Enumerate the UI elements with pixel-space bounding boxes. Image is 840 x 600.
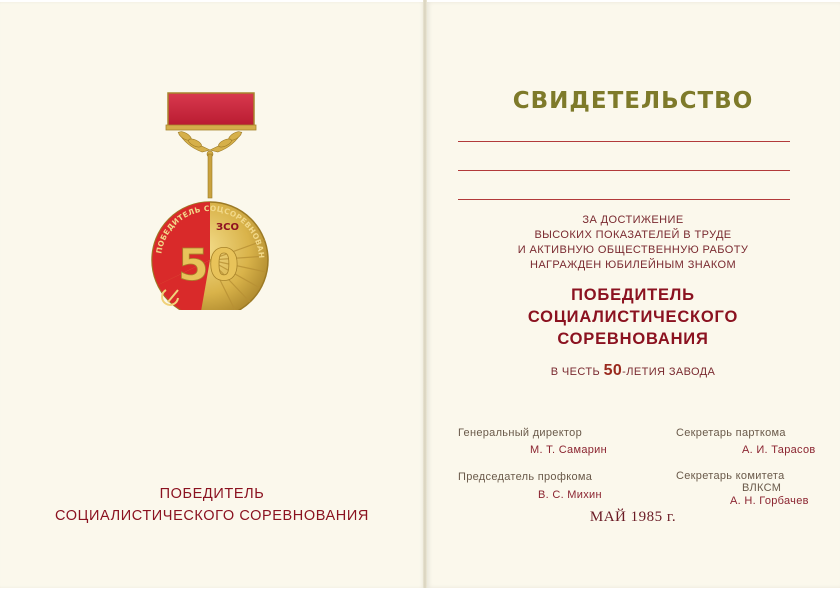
- laurel-wreath: [177, 130, 242, 198]
- party-secretary-name: А. И. Тарасов: [742, 444, 816, 456]
- award-text-line: НАГРАЖДЕН ЮБИЛЕЙНЫМ ЗНАКОМ: [529, 259, 737, 271]
- anniversary-suffix: -ЛЕТИЯ ЗАВОДА: [622, 366, 716, 378]
- award-title-line: СОЦИАЛИСТИЧЕСКОГО: [527, 308, 739, 326]
- recipient-name-line: [458, 199, 790, 200]
- anniversary-prefix: В ЧЕСТЬ: [550, 366, 601, 378]
- bottom-margin: [0, 588, 840, 600]
- award-text-line: ВЫСОКИХ ПОКАЗАТЕЛЕЙ В ТРУДЕ: [534, 229, 732, 241]
- anniversary-line: [426, 362, 840, 380]
- komsomol-secretary-name: А. Н. Горбачев: [730, 495, 809, 507]
- general-director-name: М. Т. Самарин: [530, 444, 607, 456]
- general-director-title: Генеральный директор: [458, 427, 582, 439]
- medal-ring-text: ПОБЕДИТЕЛЬ СОЦСОРЕВНОВАН: [154, 203, 267, 259]
- award-title-line: СОРЕВНОВАНИЯ: [557, 330, 709, 348]
- union-chair-name: В. С. Михин: [538, 489, 602, 501]
- medal-image: [140, 90, 280, 310]
- certificate-title: СВИДЕТЕЛЬСТВО: [512, 88, 754, 114]
- komsomol-secretary-title: Секретарь комитета: [676, 470, 785, 482]
- award-title-line: ПОБЕДИТЕЛЬ: [571, 286, 695, 304]
- union-chair-title: Председатель профкома: [458, 471, 593, 483]
- anniversary-number: 50: [603, 362, 623, 379]
- certificate-date: МАЙ 1985 г.: [589, 509, 677, 525]
- komsomol-secretary-title-line2: ВЛКСМ: [742, 482, 782, 494]
- left-caption-line1: ПОБЕДИТЕЛЬ: [159, 486, 265, 502]
- medal-center-number: 50: [178, 240, 240, 291]
- left-caption-line2: СОЦИАЛИСТИЧЕСКОГО СОРЕВНОВАНИЯ: [55, 508, 369, 524]
- recipient-name-line: [458, 141, 790, 142]
- award-text-line: И АКТИВНУЮ ОБЩЕСТВЕННУЮ РАБОТУ: [517, 244, 749, 256]
- award-text-line: ЗА ДОСТИЖЕНИЕ: [582, 214, 684, 226]
- party-secretary-title: Секретарь парткома: [676, 427, 786, 439]
- medal-plant-mark: ЗСО: [216, 222, 239, 233]
- recipient-name-line: [458, 170, 790, 171]
- medal-ribbon: [168, 93, 254, 127]
